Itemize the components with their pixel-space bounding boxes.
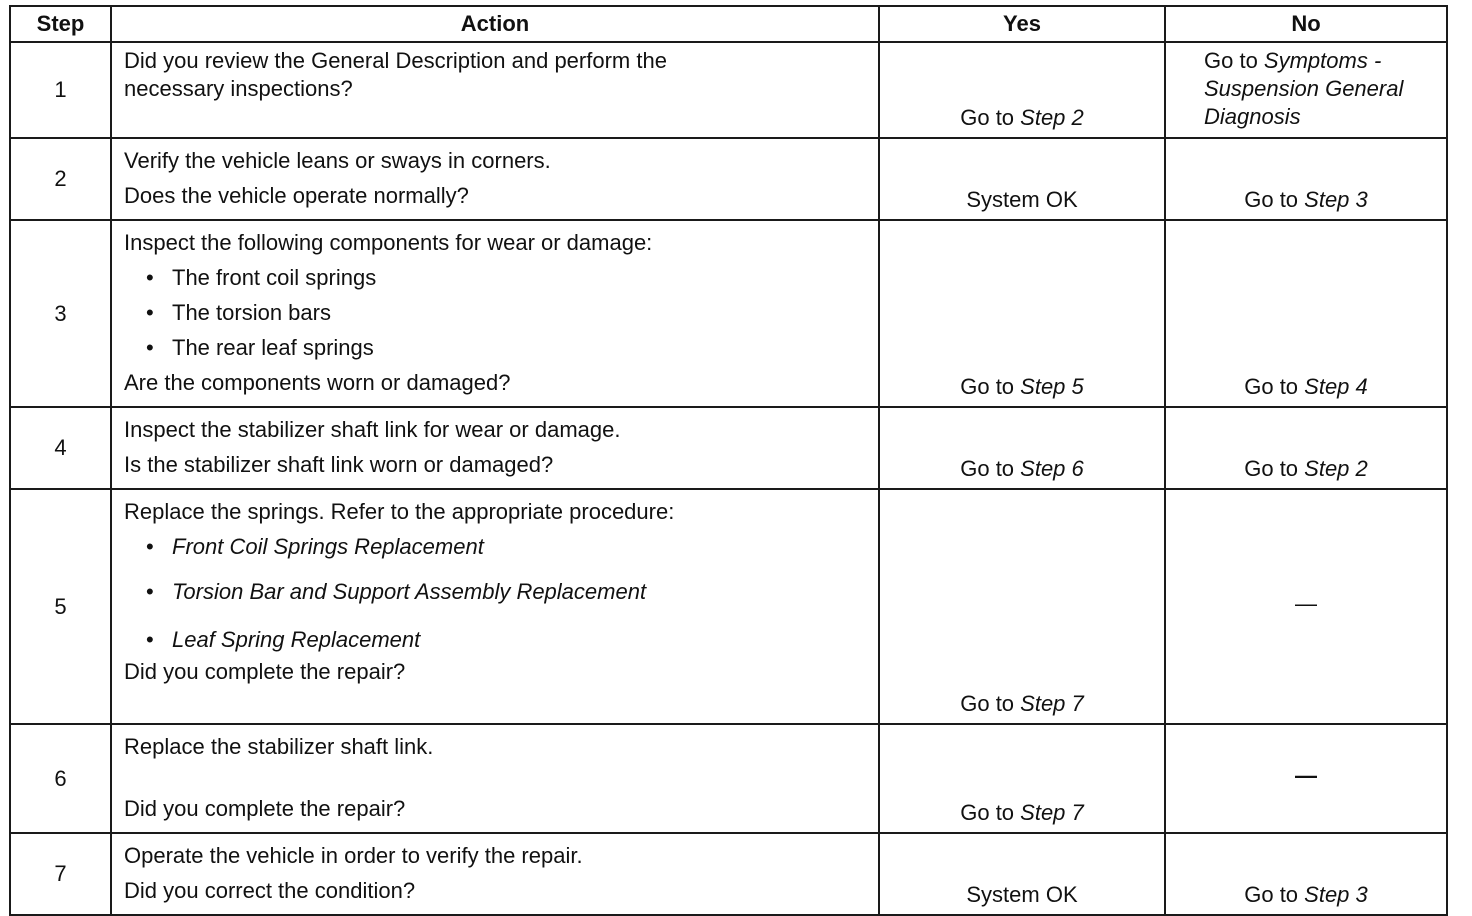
list-item-text: The front coil springs [172, 265, 377, 290]
list-item: • The rear leaf springs [146, 335, 374, 360]
action-cell [111, 220, 879, 407]
no-cell [1165, 724, 1447, 833]
yes-prefix: Go to [960, 691, 1021, 716]
action-cell [111, 833, 879, 915]
yes-cell [879, 724, 1165, 833]
table-row [10, 724, 1447, 833]
no-cell [1165, 138, 1447, 220]
no-prefix: Go to [1244, 456, 1305, 481]
yes-cell [879, 42, 1165, 138]
list-item: • Torsion Bar and Support Assembly Replacement [146, 579, 647, 604]
action-text: Replace the stabilizer shaft link. [124, 734, 434, 759]
step-number: 3 [10, 220, 111, 407]
table-row [10, 42, 1447, 138]
step-number: 2 [10, 138, 111, 220]
action-question: Is the stabilizer shaft link worn or damaged? [124, 452, 554, 477]
no-prefix: Go to [1204, 48, 1264, 73]
action-text: Inspect the following components for wear or damage: [124, 230, 653, 255]
no-dash: — [1295, 762, 1317, 788]
diagnostic-table [9, 5, 1448, 916]
yes-step-link[interactable]: Step 5 [1020, 374, 1084, 399]
action-text: Operate the vehicle in order to verify the repair. [124, 843, 583, 868]
procedure-link[interactable]: Torsion Bar and Support Assembly Replacement [172, 579, 647, 604]
header-row [10, 6, 1447, 42]
action-cell [111, 138, 879, 220]
table-row [10, 138, 1447, 220]
table-row [10, 220, 1447, 407]
no-step-link[interactable]: Step 3 [1304, 882, 1368, 907]
no-step-link[interactable]: Step 2 [1304, 456, 1368, 481]
action-question: Does the vehicle operate normally? [124, 183, 469, 208]
no-cell [1165, 833, 1447, 915]
step-number: 4 [10, 407, 111, 489]
table-row [10, 489, 1447, 724]
action-question: necessary inspections? [124, 76, 353, 101]
list-item: • The torsion bars [146, 300, 331, 325]
action-text: Verify the vehicle leans or sways in corners. [124, 148, 551, 173]
no-prefix: Go to [1244, 187, 1305, 212]
yes-step-link[interactable]: Step 7 [1020, 691, 1084, 716]
no-step-link[interactable]: Step 3 [1304, 187, 1368, 212]
action-text: Did you review the General Description and perform the [124, 48, 667, 73]
action-question: Did you complete the repair? [124, 659, 406, 684]
no-prefix: Go to [1244, 374, 1305, 399]
step-number: 5 [10, 489, 111, 724]
header-no: No [1165, 6, 1447, 42]
no-step-link[interactable]: Step 4 [1304, 374, 1368, 399]
no-step-link[interactable]: Symptoms - Suspension General Diagnosis [1204, 48, 1404, 129]
table-row [10, 407, 1447, 489]
procedure-link[interactable]: Front Coil Springs Replacement [172, 534, 484, 559]
action-cell [111, 42, 879, 138]
procedure-link[interactable]: Leaf Spring Replacement [172, 627, 421, 652]
no-cell [1165, 489, 1447, 724]
yes-prefix: Go to [960, 456, 1021, 481]
yes-step-link[interactable]: Step 6 [1020, 456, 1084, 481]
list-item-text: The rear leaf springs [172, 335, 374, 360]
yes-cell: System OK [879, 833, 1165, 915]
table-row [10, 833, 1447, 915]
no-dash: — [1295, 590, 1317, 616]
header-step: Step [10, 6, 111, 42]
yes-prefix: Go to [960, 374, 1021, 399]
no-prefix: Go to [1244, 882, 1305, 907]
action-question: Are the components worn or damaged? [124, 370, 511, 395]
step-number: 7 [10, 833, 111, 915]
yes-cell: System OK [879, 138, 1165, 220]
yes-prefix: Go to [960, 800, 1021, 825]
yes-prefix: Go to [960, 105, 1021, 130]
header-yes: Yes [879, 6, 1165, 42]
action-cell [111, 724, 879, 833]
header-action: Action [111, 6, 879, 42]
no-cell [1165, 220, 1447, 407]
yes-cell [879, 407, 1165, 489]
list-item-text: The torsion bars [172, 300, 331, 325]
no-cell [1165, 407, 1447, 489]
action-question: Did you complete the repair? [124, 796, 406, 821]
yes-step-link[interactable]: Step 7 [1020, 800, 1084, 825]
yes-step-link[interactable]: Step 2 [1020, 105, 1084, 130]
list-item: • The front coil springs [146, 265, 377, 290]
list-item: • Front Coil Springs Replacement [146, 534, 484, 559]
list-item: • Leaf Spring Replacement [146, 627, 421, 652]
yes-cell [879, 489, 1165, 724]
yes-cell [879, 220, 1165, 407]
action-question: Did you correct the condition? [124, 878, 416, 903]
action-cell [111, 407, 879, 489]
step-number: 1 [10, 42, 111, 138]
step-number: 6 [10, 724, 111, 833]
no-cell [1165, 42, 1447, 138]
action-cell [111, 489, 879, 724]
action-text: Replace the springs. Refer to the appropriate procedure: [124, 499, 675, 524]
action-text: Inspect the stabilizer shaft link for wear or damage. [124, 417, 621, 442]
